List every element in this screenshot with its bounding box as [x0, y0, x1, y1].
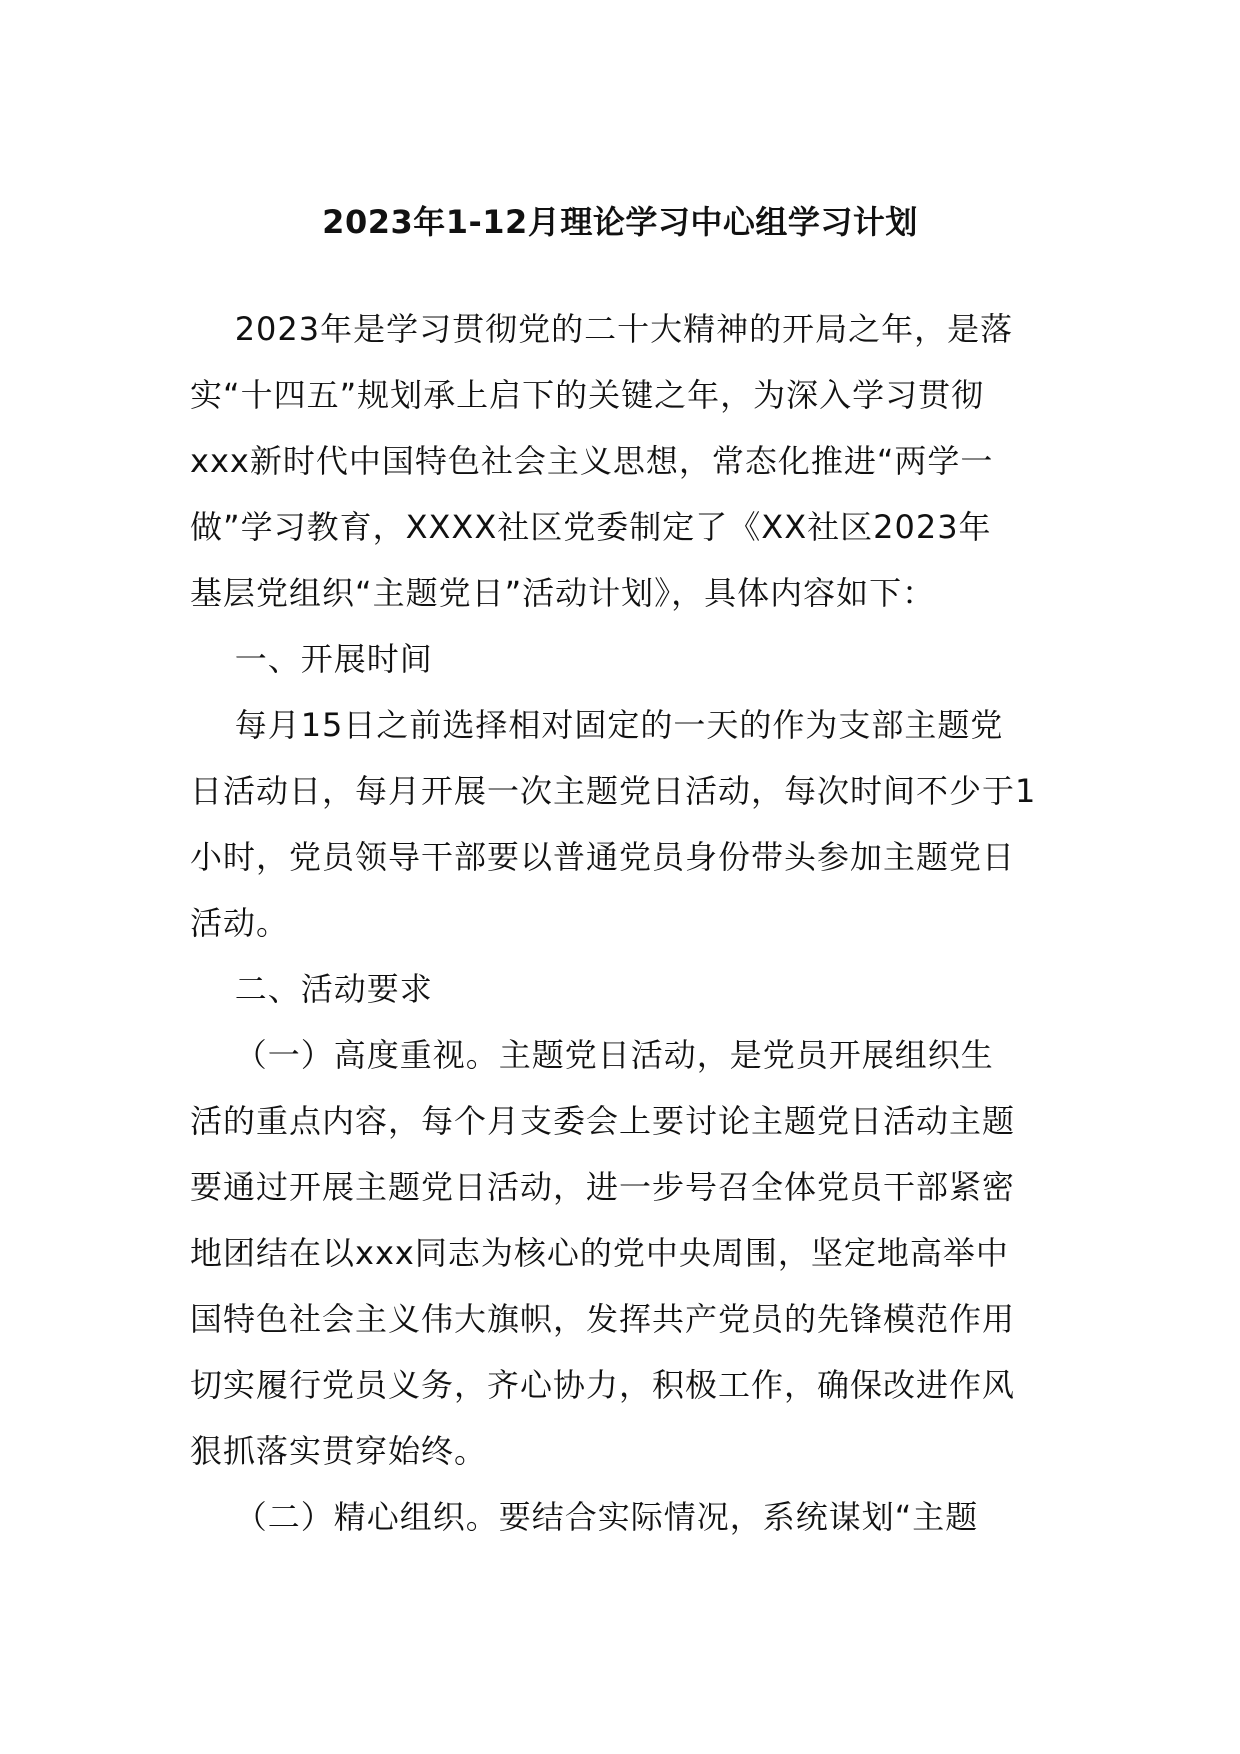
body-line: 做”学习教育，XXXX社区党委制定了《XX社区2023年 [190, 508, 992, 546]
body-line: 活动。 [190, 904, 290, 942]
body-line: （一）高度重视。主题党日活动，是党员开展组织生 [190, 1036, 994, 1074]
document-title: 2023年1-12月理论学习中心组学习计划 [322, 203, 918, 241]
section-heading: 一、开展时间 [190, 640, 433, 678]
body-line: 狠抓落实贯穿始终。 [190, 1432, 488, 1470]
body-line: 地团结在以xxx同志为核心的党中央周围，坚定地高举中 [190, 1234, 1009, 1272]
body-line: 日活动日，每月开展一次主题党日活动，每次时间不少于1 [190, 772, 1037, 810]
body-line: 活的重点内容，每个月支委会上要讨论主题党日活动主题 [190, 1102, 1016, 1140]
section-heading: 二、活动要求 [190, 970, 433, 1008]
body-line: 小时，党员领导干部要以普通党员身份带头参加主题党日 [190, 838, 1016, 876]
document-body [190, 296, 1056, 1550]
body-line: xxx新时代中国特色社会主义思想，常态化推进“两学一 [190, 442, 994, 480]
body-line: 每月15日之前选择相对固定的一天的作为支部主题党 [190, 706, 1004, 744]
body-line: 2023年是学习贯彻党的二十大精神的开局之年，是落 [190, 310, 1014, 348]
body-line: （二）精心组织。要结合实际情况，系统谋划“主题 [190, 1498, 979, 1536]
body-line: 基层党组织“主题党日”活动计划》，具体内容如下： [190, 574, 936, 612]
body-line: 实“十四五”规划承上启下的关键之年，为深入学习贯彻 [190, 376, 985, 414]
body-line: 切实履行党员义务，齐心协力，积极工作，确保改进作风 [190, 1366, 1016, 1404]
body-line: 要通过开展主题党日活动，进一步号召全体党员干部紧密 [190, 1168, 1016, 1206]
body-line: 国特色社会主义伟大旗帜，发挥共产党员的先锋模范作用 [190, 1300, 1016, 1338]
